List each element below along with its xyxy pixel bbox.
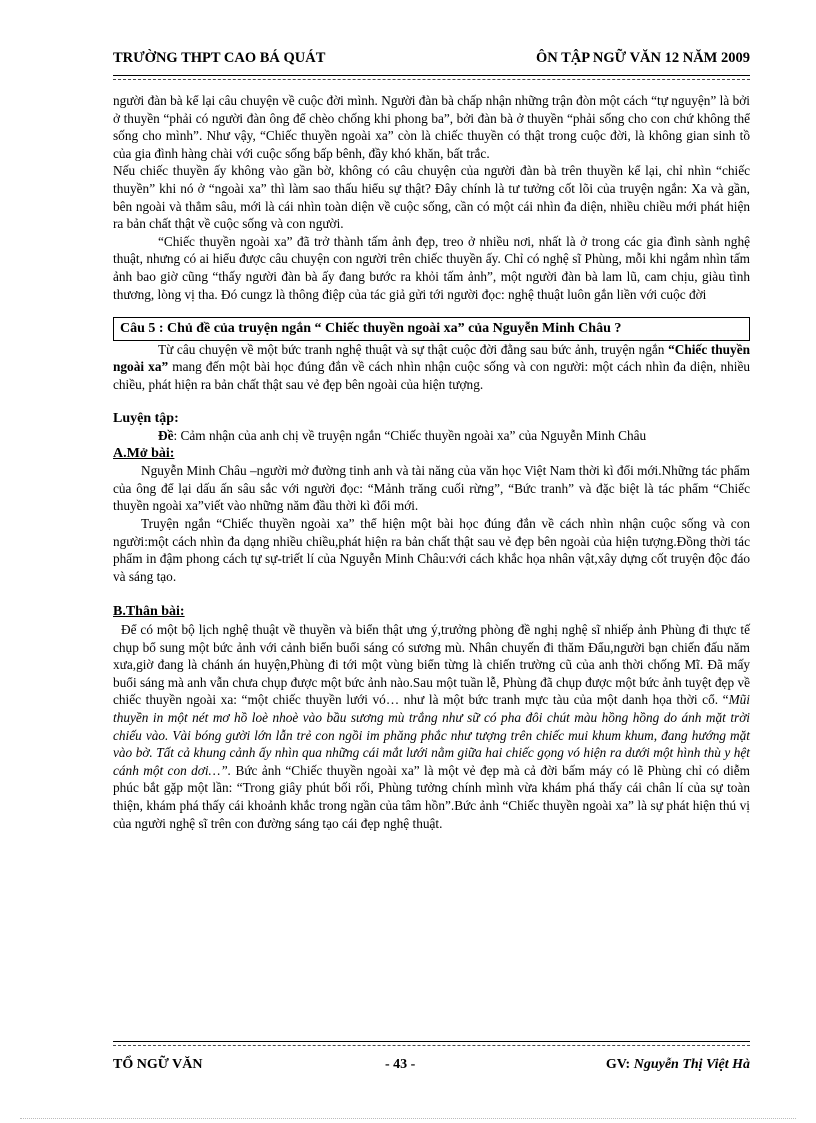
teacher-name: Nguyễn Thị Việt Hà <box>633 1057 750 1072</box>
body-text: Để có một bộ lịch nghệ thuật về thuyền và biển thật ưng ý,trưởng phòng đề nghị nghệ sĩ nhiếp ảnh Phùng đi thực tế chụp bổ sung một bức ảnh với cảnh biển buổi sáng có sương mù. Nhân chuyến đi thăm Đẩu,người bạn chiến đấu năm xưa,giờ đang là chánh án huyện,Phùng đi tới một vùng biển từng là chiến trường cũ của anh thời chống Mĩ. Đã mấy buổi sáng mà anh vẫn chưa chụp được một bức ảnh nào.Sau một tuần lễ, Phùng đã chụp được một bức ảnh tuyệt đẹp về chiếc thuyền ngoài xa: “một chiếc thuyền lưới vó… như là một bức tranh mực tàu của một danh họa thời cổ. “ <box>113 622 750 708</box>
department-name: TỔ NGỮ VĂN <box>113 1057 203 1072</box>
paragraph: “Chiếc thuyền ngoài xa” đã trở thành tấm ảnh đẹp, treo ở nhiều nơi, nhất là ở trong các gia đình sành nghệ thuật, nhưng có ai hiểu được câu chuyện con người trên chiếc thuyền ấy. Chỉ có nghệ sĩ Phùng, mỗi khi ngắm nhìn tấm ảnh bao giờ cũng “thấy người đàn bà ấy đang bước ra khỏi tấm ảnh”, một người đàn bà lam lũ, cam chịu, giàu tình thương, lòng vị tha. Đó cungz là thông điệp của tác giả gửi tới người đọc: nghệ thuật luôn gắn liền với cuộc đời <box>113 233 750 302</box>
footer-rule <box>113 1041 750 1042</box>
main-content <box>113 92 750 832</box>
paragraph <box>113 621 750 832</box>
page-number: - 43 - <box>385 1057 416 1072</box>
header-dashed-rule <box>113 79 750 84</box>
body-text: Bức ảnh “Chiếc thuyền ngoài xa” là một vẻ đẹp mà cả đời bấm máy có lẽ Phùng chỉ có diễm phúc bắt gặp một lần: “Trong giây phút bối rối, Phùng tưởng chính mình vừa khám phá thấy cái chân lí của sự toàn thiện, khám phá thấy cái khoảnh khắc trong ngần của tâm hồn”.Bức ảnh “Chiếc thuyền ngoài xa” là sự phát hiện thú vị của người nghệ sĩ trên con đường sáng tạo cái đẹp nghệ thuật. <box>113 762 751 831</box>
answer-text: mang đến một bài học đúng đắn về cách nhìn nhận cuộc sống và con người: một cách nhìn đa diện, nhiều chiều, phát hiện ra bản chất thật sau vẻ đẹp bên ngoài của hiện tượng. <box>113 359 750 392</box>
topic-line <box>113 427 750 445</box>
work-title: “Chiếc thuyền ngoài xa” <box>113 341 750 375</box>
page-edge-rule <box>20 1118 796 1119</box>
body-heading: B.Thân bài: <box>113 604 185 620</box>
paragraph: người đàn bà kể lại câu chuyện về cuộc đời mình. Người đàn bà chấp nhận những trận đòn một cách “tự nguyện” là bởi ở thuyền “phải có người đàn ông để chèo chống khi phong ba”, bởi đàn bà ở thuyền “phải sống cho con chứ không thể sống cho mình”. Như vậy, “Chiếc thuyền ngoài xa” còn là chiếc thuyền có thật trong cuộc đời, là không gian sinh tồ của gia đình hàng chài với cuộc sống bấp bênh, đầy khó khăn, bất trắc. <box>113 93 750 161</box>
topic-label: Đề <box>158 428 174 444</box>
intro-heading: A.Mở bài: <box>113 445 175 461</box>
teacher-label: GV: <box>605 1057 631 1072</box>
paragraph: Nếu chiếc thuyền ấy không vào gần bờ, không có câu chuyện của người đàn bà trên thuyền kể lại, chỉ nhìn “chiếc thuyền” khi nó ở “ngoài xa” thì làm sao thấu hiểu sự thật? Đây chính là tư tưởng cốt lõi của truyện ngắn: Xa và gần, bên ngoài và thẳm sâu, mới là cái nhìn toàn diện về cuộc sống, cần có một cái nhìn đa diện, nhiều chiều mới phát hiện ra bản chất thật về cuộc sống và con người. <box>113 163 750 232</box>
school-name: TRƯỜNG THPT CAO BÁ QUÁT <box>113 50 326 66</box>
header-rule <box>113 75 750 76</box>
teacher-credit <box>606 1057 750 1073</box>
question-5-answer <box>113 341 750 394</box>
answer-text: Từ câu chuyện về một bức tranh nghệ thuật và sự thật cuộc đời đằng sau bức ảnh, truyện ngắn <box>158 341 669 357</box>
page-footer <box>113 1057 750 1077</box>
topic-text: : Cảm nhận của anh chị về truyện ngắn “Chiếc thuyền ngoài xa” của Nguyễn Minh Châu <box>173 428 647 444</box>
practice-heading: Luyện tập: <box>113 410 179 426</box>
paragraph: Truyện ngắn “Chiếc thuyền ngoài xa” thể hiện một bài học đúng đắn về cách nhìn nhận cuộc sống và con người:một cách nhìn đa dạng nhiều chiều,phát hiện ra bản chất thật sau vẻ đẹp bên ngoài của hiện tượng.Đồng thời tác phẩm in đậm phong cách tự sự-triết lí của Nguyễn Minh Châu:với cách khắc họa nhân vật,xây dựng cốt truyện độc đáo và sáng tạo. <box>113 516 750 584</box>
footer-dashed-rule <box>113 1045 750 1050</box>
page-header <box>113 50 750 72</box>
subject-title: ÔN TẬP NGỮ VĂN 12 NĂM 2009 <box>535 50 750 66</box>
paragraph: Nguyễn Minh Châu –người mở đường tinh anh và tài năng của văn học Việt Nam thời kì đổi mới.Những tác phẩm của ông để lại dấu ấn sâu sắc với người đọc: “Mảnh trăng cuối rừng”, “Bức tranh” và đặc biệt là tác phẩm “Chiếc thuyền ngoài xa”viết vào những năm đầu thời kì đổi mới. <box>113 463 750 514</box>
quotation: Mũi thuyền in một nét mơ hồ loè nhoè vào bầu sương mù trắng như sữ có pha đôi chút màu hồng hồng do ánh mặt trời chiếu vào. Vài bóng gười lớn lẫn trẻ con ngồi im phăng phắc như tượng trên chiếc mui khum khum, đang hướng mặt vào bờ. Tất cả khung cảnh ấy nhìn qua những cái mắt lưới nằm giữa hai chiếc gọng vó hiện ra dưới một hình thù y hệt cánh một con dơi…”. <box>113 692 750 778</box>
question-5-title: Câu 5 : Chủ đề của truyện ngắn “ Chiếc thuyền ngoài xa” của Nguyễn Minh Châu ? <box>113 317 750 341</box>
